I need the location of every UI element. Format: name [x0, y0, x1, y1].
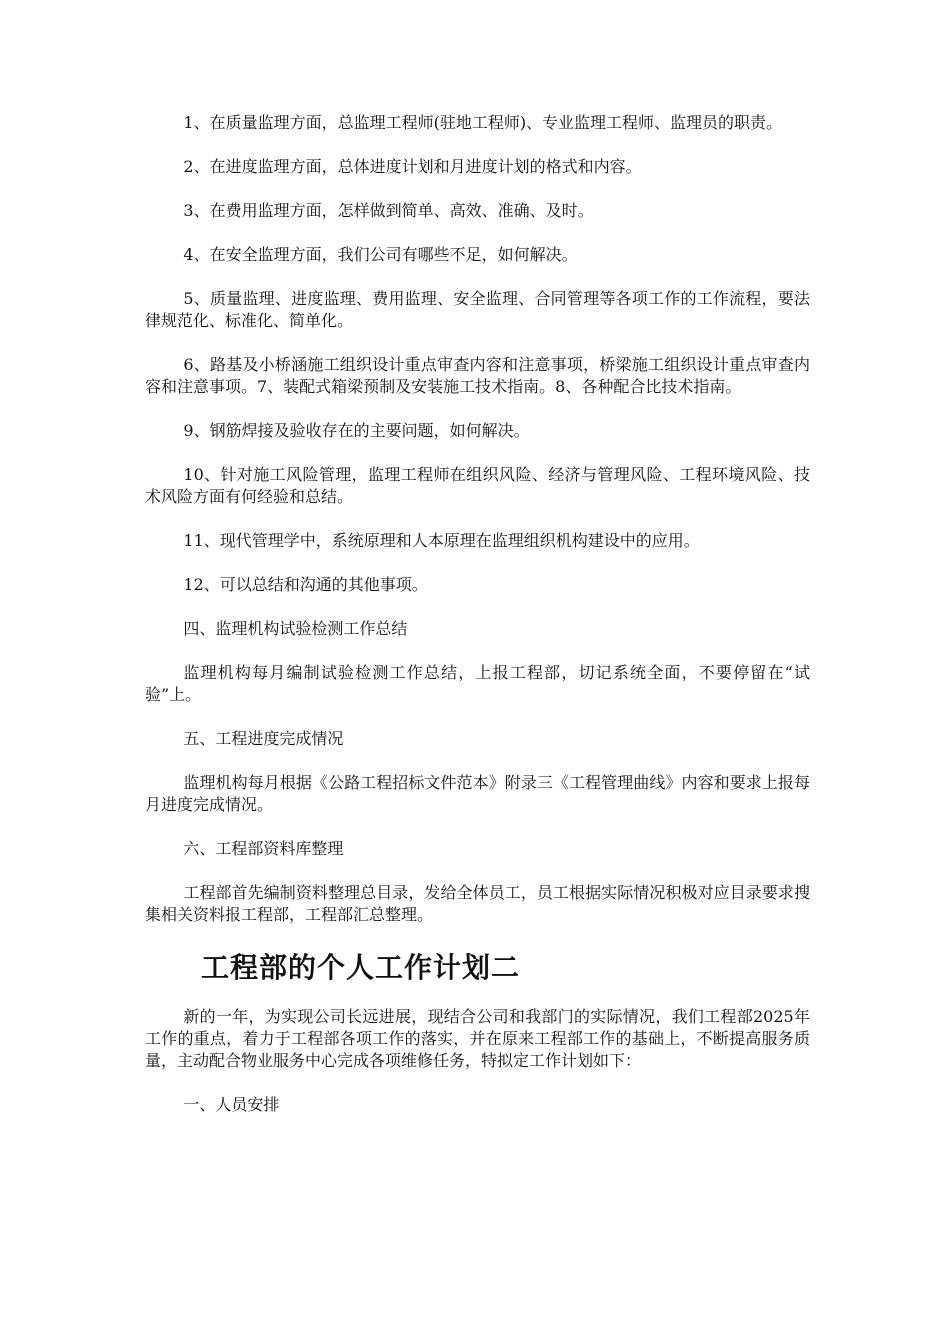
- paragraph-12: 12、可以总结和沟通的其他事项。: [183, 575, 428, 594]
- paragraph-archive: 工程部首先编制资料整理总目录，发给全体员工，员工根据实际情况积极对应目录要求搜集相关资料报工程部，工程部汇总整理。: [145, 883, 810, 924]
- section-heading-5: 五、工程进度完成情况: [183, 729, 344, 748]
- paragraph-9: 9、钢筋焊接及验收存在的主要问题，如何解决。: [183, 421, 530, 440]
- section-heading-6: 六、工程部资料库整理: [183, 839, 344, 858]
- paragraph-1: 1、在质量监理方面，总监理工程师(驻地工程师)、专业监理工程师、监理员的职责。: [183, 113, 783, 132]
- document-page: [145, 112, 810, 1138]
- section-title: 工程部的个人工作计划二: [201, 951, 521, 984]
- paragraph-progress: 监理机构每月根据《公路工程招标文件范本》附录三《工程管理曲线》内容和要求上报每月进度完成情况。: [145, 773, 810, 814]
- paragraph-3: 3、在费用监理方面，怎样做到简单、高效、准确、及时。: [183, 201, 594, 220]
- paragraph-10: 10、针对施工风险管理，监理工程师在组织风险、经济与管理风险、工程环境风险、技术风险方面有何经验和总结。: [145, 465, 810, 506]
- paragraph-intro: 新的一年，为实现公司长远进展，现结合公司和我部门的实际情况，我们工程部2025年工作的重点，着力于工程部各项工作的落实，并在原来工程部工作的基础上，不断提高服务质量，主动配合物业服务中心完成各项维修任务，特拟定工作计划如下：: [145, 1007, 810, 1070]
- paragraph-test-summary: 监理机构每月编制试验检测工作总结，上报工程部，切记系统全面，不要停留在“试验”上。: [145, 663, 810, 704]
- paragraph-6: 6、路基及小桥涵施工组织设计重点审查内容和注意事项，桥梁施工组织设计重点审查内容和注意事项。7、装配式箱梁预制及安装施工技术指南。8、各种配合比技术指南。: [145, 355, 810, 396]
- section-heading-1: 一、人员安排: [183, 1095, 280, 1114]
- paragraph-5: 5、质量监理、进度监理、费用监理、安全监理、合同管理等各项工作的工作流程，要法律规范化、标准化、简单化。: [145, 289, 810, 330]
- paragraph-4: 4、在安全监理方面，我们公司有哪些不足，如何解决。: [183, 245, 578, 264]
- paragraph-2: 2、在进度监理方面，总体进度计划和月进度计划的格式和内容。: [183, 157, 642, 176]
- paragraph-11: 11、现代管理学中，系统原理和人本原理在监理组织机构建设中的应用。: [183, 531, 700, 550]
- section-heading-4: 四、监理机构试验检测工作总结: [183, 619, 408, 638]
